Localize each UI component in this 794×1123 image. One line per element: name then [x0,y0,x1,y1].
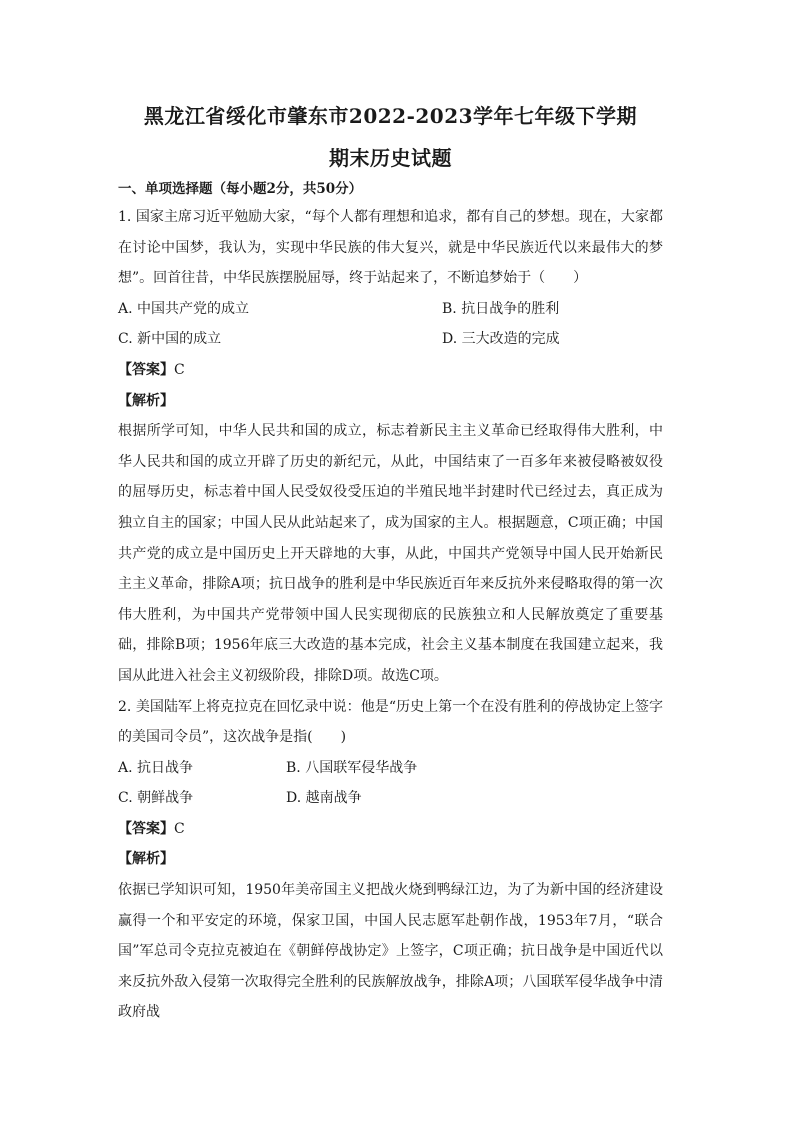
question-2-option-a: A. 抗日战争 [118,759,194,776]
document-page [118,98,663,1028]
question-2-answer [118,814,663,845]
question-1-analysis-heading [118,386,663,417]
document-title-line1: 黑龙江省绥化市肇东市2022-2023学年七年级下学期 [143,104,638,128]
question-1-analysis: 根据所学可知，中华人民共和国的成立，标志着新民主主义革命已经取得伟大胜利，中华人民共和国的成立开辟了历史的新纪元，从此，中国结束了一百多年来被侵略被奴役的屈辱历史，标志着中国人民受奴役受压迫的半殖民地半封建时代已经过去，真正成为独立自主的国家；中国人民从此站起来了，成为国家的主人。根据题意，C项正确；中国共产党的成立是中国历史上开天辟地的大事，从此，中国共产党领导中国人民开始新民主主义革命，排除A项；抗日战争的胜利是中华民族近百年来反抗外来侵略取得的第一次伟大胜利，为中国共产党带领中国人民实现彻底的民族独立和人民解放奠定了重要基础，排除B项；1956年底三大改造的基本完成，社会主义基本制度在我国建立起来，我国从此进入社会主义初级阶段，排除D项。故选C项。 [118,423,663,684]
analysis-label: 【解析】 [118,392,174,409]
question-1-options [118,294,663,355]
answer-value: C [174,361,185,378]
document-title-line2: 期末历史试题 [329,146,452,170]
question-1-option-d: D. 三大改造的完成 [442,331,560,348]
answer-label: 【答案】 [118,820,174,837]
answer-value: C [174,820,185,837]
question-1-option-a: A. 中国共产党的成立 [118,300,250,317]
question-2-option-c: C. 朝鲜战争 [118,790,194,807]
question-2-analysis: 依据已学知识可知，1950年美帝国主义把战火烧到鸭绿江边，为了为新中国的经济建设赢得一个和平安定的环境，保家卫国，中国人民志愿军赴朝作战，1953年7月，“联合国”军总司令克拉克被迫在《朝鲜停战协定》上签字，C项正确；抗日战争是中国近代以来反抗外敌入侵第一次取得完全胜利的民族解放战争，排除A项；八国联军侵华战争中清政府战 [118,882,663,1021]
section-heading: 一、单项选择题（每小题2分，共50分） [118,181,363,197]
question-2-stem: 2. 美国陆军上将克拉克在回忆录中说：他是“历史上第一个在没有胜利的停战协定上签字的美国司令员”，这次战争是指( ) [118,698,663,746]
question-1-answer [118,355,663,386]
question-2-option-d: D. 越南战争 [286,790,362,807]
question-2-option-b: B. 八国联军侵华战争 [286,759,418,776]
question-2-options [118,753,663,814]
question-1-option-c: C. 新中国的成立 [118,331,222,348]
answer-label: 【答案】 [118,361,174,378]
question-1-stem: 1. 国家主席习近平勉励大家，“每个人都有理想和追求，都有自己的梦想。现在，大家都在讨论中国梦，我认为，实现中华民族的伟大复兴，就是中华民族近代以来最伟大的梦想”。回首往昔，中华民族摆脱屈辱，终于站起来了，不断追梦始于（ ） [118,209,663,287]
question-1-option-b: B. 抗日战争的胜利 [442,300,560,317]
question-2-analysis-heading [118,844,663,875]
analysis-label: 【解析】 [118,851,174,868]
